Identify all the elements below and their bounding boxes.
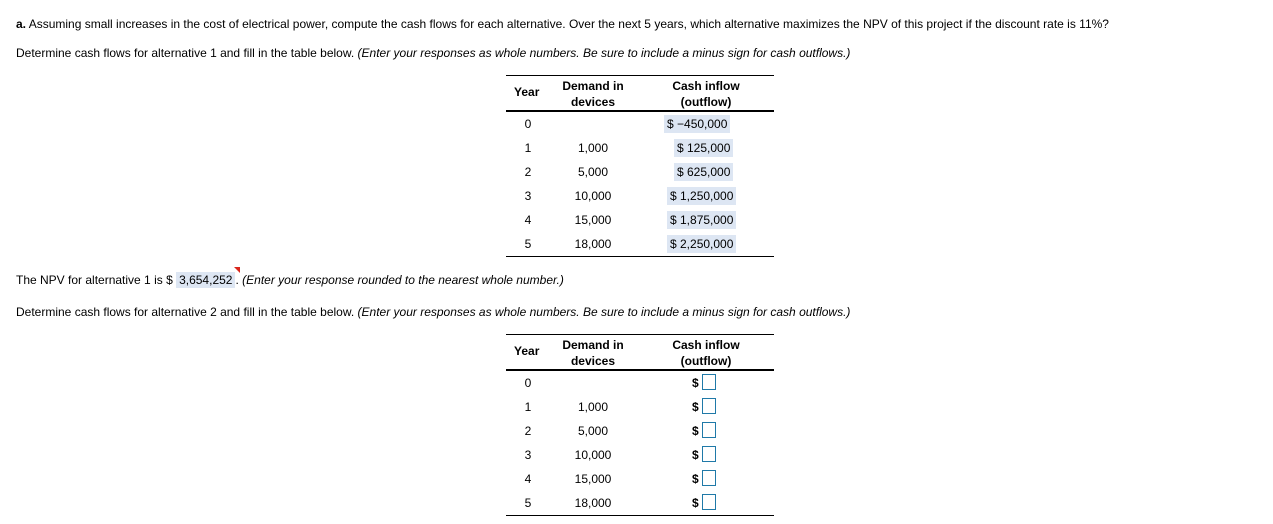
alt2-table-header bbox=[506, 335, 774, 371]
currency-symbol: $ bbox=[692, 472, 699, 486]
year-cell: 4 bbox=[524, 213, 532, 227]
demand-cell: 10,000 bbox=[574, 448, 612, 462]
npv-prefix: The NPV for alternative 1 is $ bbox=[16, 273, 177, 287]
npv-answer[interactable]: 3,654,252 bbox=[176, 272, 235, 288]
year-cell: 0 bbox=[524, 376, 532, 390]
alt1-instruction-text: Determine cash flows for alternative 1 and fill in the table below. bbox=[16, 46, 358, 60]
alt2-instruction-note: (Enter your responses as whole numbers. Be sure to include a minus sign for cash outflows.) bbox=[357, 305, 851, 319]
demand-cell: 15,000 bbox=[574, 472, 612, 486]
year-cell: 5 bbox=[524, 496, 532, 510]
table-row bbox=[506, 112, 774, 136]
alt2-instruction-text: Determine cash flows for alternative 2 and fill in the table below. bbox=[16, 305, 358, 319]
cash-flow-answer[interactable]: $ 125,000 bbox=[674, 139, 733, 157]
cash-flow-input[interactable] bbox=[702, 470, 716, 486]
demand-cell: 5,000 bbox=[577, 165, 609, 179]
table-row bbox=[506, 136, 774, 160]
table-row bbox=[506, 208, 774, 232]
year-cell: 2 bbox=[524, 424, 532, 438]
demand-header: Demand in devices bbox=[562, 79, 624, 109]
answer-flag-icon bbox=[234, 267, 240, 273]
cash-flow-input[interactable] bbox=[702, 398, 716, 414]
currency-symbol: $ bbox=[692, 376, 699, 390]
cash-flow-input[interactable] bbox=[702, 422, 716, 438]
table-row bbox=[506, 419, 774, 443]
cash-flow-answer[interactable]: $ 2,250,000 bbox=[667, 235, 736, 253]
year-header: Year bbox=[514, 344, 540, 358]
table-row bbox=[506, 443, 774, 467]
year-cell: 3 bbox=[524, 189, 532, 203]
alt1-cash-flow-table bbox=[506, 75, 774, 257]
cash-flow-answer[interactable]: $ 625,000 bbox=[674, 163, 733, 181]
alt2-cash-flow-table bbox=[506, 334, 774, 516]
question-text bbox=[16, 17, 1109, 31]
year-cell: 4 bbox=[524, 472, 532, 486]
demand-cell: 18,000 bbox=[574, 237, 612, 251]
npv-statement bbox=[16, 273, 564, 287]
alt1-table-header bbox=[506, 76, 774, 112]
cash-flow-answer[interactable]: $ −450,000 bbox=[664, 115, 730, 133]
demand-cell: 1,000 bbox=[577, 141, 609, 155]
npv-note: (Enter your response rounded to the nearest whole number.) bbox=[242, 273, 564, 287]
table-row bbox=[506, 371, 774, 395]
currency-symbol: $ bbox=[692, 448, 699, 462]
currency-symbol: $ bbox=[692, 496, 699, 510]
npv-suffix: . bbox=[235, 273, 243, 287]
year-cell: 5 bbox=[524, 237, 532, 251]
currency-symbol: $ bbox=[692, 400, 699, 414]
year-cell: 1 bbox=[524, 400, 532, 414]
table-row bbox=[506, 160, 774, 184]
table-row bbox=[506, 232, 774, 256]
year-header: Year bbox=[514, 85, 540, 99]
alt1-instruction-note: (Enter your responses as whole numbers. Be sure to include a minus sign for cash outflows.) bbox=[357, 46, 851, 60]
table-row bbox=[506, 491, 774, 515]
year-cell: 2 bbox=[524, 165, 532, 179]
question-body: Assuming small increases in the cost of electrical power, compute the cash flows for each alternative. Over the next 5 years, which alternative maximizes the NPV of this project if the discount rate is 11%? bbox=[26, 17, 1109, 31]
demand-cell: 15,000 bbox=[574, 213, 612, 227]
cash-flow-answer[interactable]: $ 1,875,000 bbox=[667, 211, 736, 229]
cash-header: Cash inflow (outflow) bbox=[672, 79, 740, 109]
table-row bbox=[506, 395, 774, 419]
demand-cell: 5,000 bbox=[577, 424, 609, 438]
cash-flow-input[interactable] bbox=[702, 374, 716, 390]
alt1-instruction bbox=[16, 46, 850, 60]
cash-flow-answer[interactable]: $ 1,250,000 bbox=[667, 187, 736, 205]
table-row bbox=[506, 184, 774, 208]
demand-cell: 1,000 bbox=[577, 400, 609, 414]
cash-flow-input[interactable] bbox=[702, 494, 716, 510]
question-label: a. bbox=[16, 17, 27, 31]
year-cell: 1 bbox=[524, 141, 532, 155]
year-cell: 0 bbox=[524, 117, 532, 131]
cash-header: Cash inflow (outflow) bbox=[672, 338, 740, 368]
cash-flow-input[interactable] bbox=[702, 446, 716, 462]
currency-symbol: $ bbox=[692, 424, 699, 438]
demand-header: Demand in devices bbox=[562, 338, 624, 368]
year-cell: 3 bbox=[524, 448, 532, 462]
demand-cell: 18,000 bbox=[574, 496, 612, 510]
demand-cell: 10,000 bbox=[574, 189, 612, 203]
table-row bbox=[506, 467, 774, 491]
alt2-instruction bbox=[16, 305, 850, 319]
